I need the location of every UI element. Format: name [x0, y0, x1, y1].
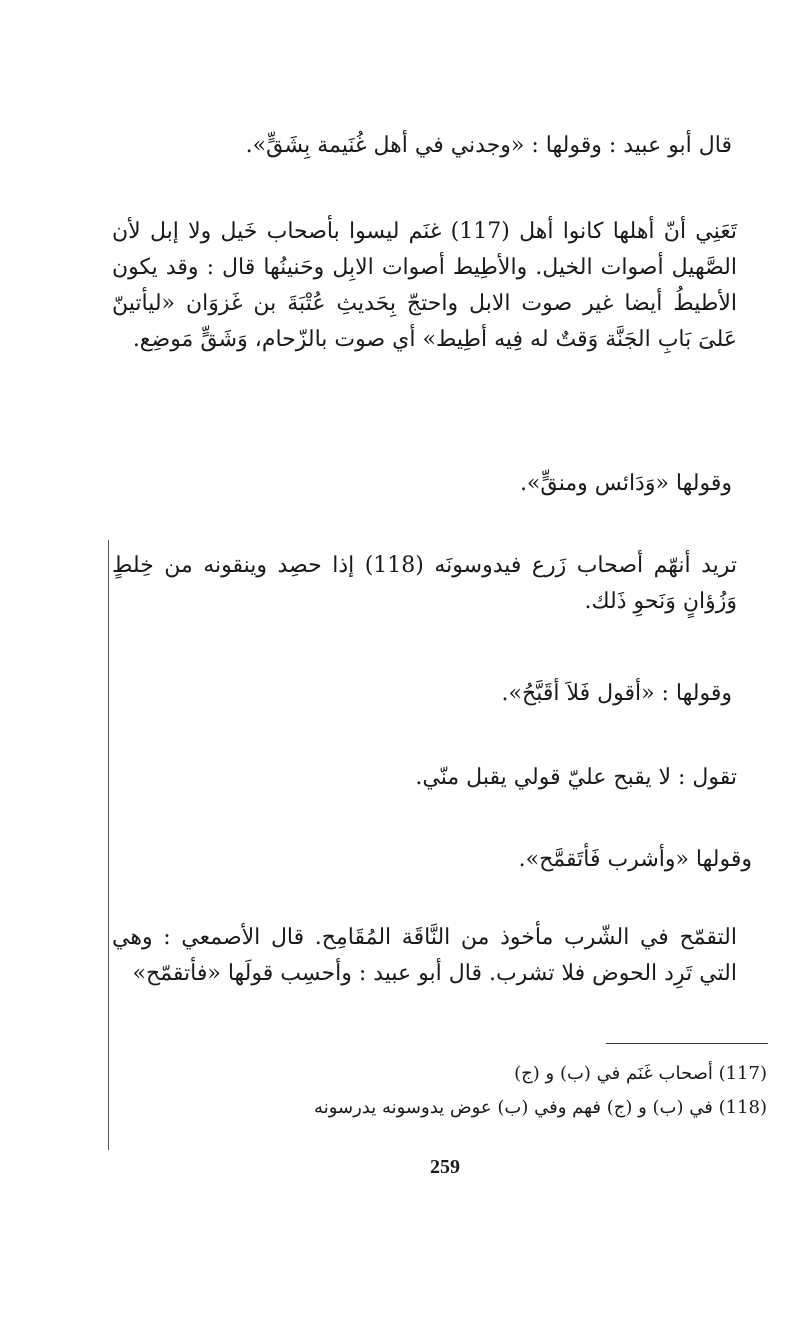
paragraph-1: قال أبو عبيد : وقولها : «وجدني في أهل غُنَيمة بِشَقٍّ».	[245, 133, 732, 158]
paragraph-7: وقولها «وأشرب فَأتَقمَّح».	[518, 847, 752, 872]
paragraph-2: تَعَنِي أنّ أهلها كانوا أهل (117) غنَم ليسوا بأصحاب خَيل ولا إبل لأن الصَّهيل أصوات الخيل. والأطِيط أصوات الابِل وحَنينُها قال : وقد يكون الأطيطُ أيضا غير صوت الابل واحتجّ بِحَديثِ عُتْبَةَ بن غَزوَان «ليأتينّ عَلىَ بَابِ الجَنَّة وَقتٌ له فِيه أطِيط» أي صوت بالزّحام، وَشَقٍّ مَوضِع.	[112, 219, 737, 352]
paragraph-3: وقولها «وَدَائس ومنقٍّ».	[519, 471, 732, 496]
margin-line	[108, 540, 109, 1150]
page-number: 259	[430, 1156, 460, 1178]
paragraph-4: تريد أنهّم أصحاب زَرع فيدوسونَه (118) إذا حصِد وينقونه من خِلطٍ وَزُؤانٍ وَنَحوِ ذَلك.	[112, 553, 738, 614]
footnote-divider	[606, 1043, 768, 1044]
paragraph-5: وقولها : «أقول فَلاَ أقَبَّحُ».	[501, 681, 732, 706]
paragraph-6: تقول : لا يقبح عليّ قولي يقبل منّي.	[415, 765, 737, 790]
paragraph-8: التقمّح في الشّرب مأخوذ من النَّاقَة المُقَامِح. قال الأصمعي : وهي التي تَرِد الحوض فلا تشرب. قال أبو عبيد : وأحسِب قولَها «فأتقمّح»	[112, 925, 737, 986]
footnote-117: (117) أصحاب غَنَم في (ب) و (ج)	[514, 1063, 767, 1084]
footnote-118: (118) في (ب) و (ج) فهم وفي (ب) عوض يدوسونه يدرسونه	[314, 1097, 767, 1118]
